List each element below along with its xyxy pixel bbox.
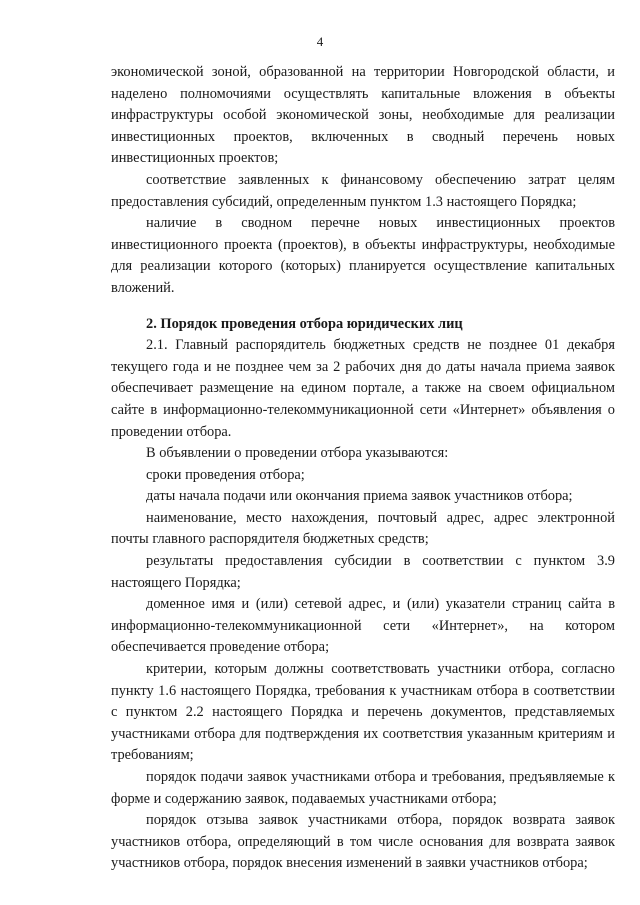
list-item-application-dates: даты начала подачи или окончания приема заявок участников отбора; — [146, 488, 573, 505]
list-item-application-procedure: порядок подачи заявок участниками отбора и требования, предъявляемые к форме и содержанию заявок, подаваемых участниками отбора; — [111, 769, 615, 807]
document-body — [111, 62, 615, 875]
paragraph-2-1: 2.1. Главный распорядитель бюджетных средств не позднее 01 декабря текущего года и не позднее чем за 2 рабочих дня до даты начала приема заявок обеспечивает размещение на едином портале, а также на своем официальном сайте в информационно-телекоммуникационной сети «Интернет» объявления о проведении отбора. — [111, 337, 615, 440]
page-number: 4 — [316, 34, 324, 49]
paragraph-cost-compliance: соответствие заявленных к финансовому обеспечению затрат целям предоставления субсидий, определенным пунктом 1.3 настоящего Порядка; — [111, 171, 615, 210]
list-item-selection-terms: сроки проведения отбора; — [146, 466, 305, 483]
list-item-criteria: критерии, которым должны соответствовать участники отбора, согласно пункту 1.6 настоящего Порядка, требования к участникам отбора в соответствии с пунктом 2.2 настоящего Порядка и перечень документов, представляемых участниками отбора для подтверждения их соответствия указанным критериям и требованиям; — [111, 661, 615, 764]
paragraph-economic-zone: экономической зоной, образованной на территории Новгородской области, и наделено полномочиями осуществлять капитальные вложения в объекты инфраструктуры особой экономической зоны, необходимые для реализации инвестиционных проектов, включенных в сводный перечень новых инвестиционных проектов; — [111, 64, 615, 167]
paragraph-project-inclusion: наличие в сводном перечне новых инвестиционных проектов инвестиционного проекта (проектов), в объекты инфраструктуры, необходимые для реализации которого (которых) планируется осуществление капитальных вложений. — [111, 215, 615, 296]
list-item-withdrawal-procedure: порядок отзыва заявок участниками отбора, порядок возврата заявок участников отбора, определяющий в том числе основания для возврата заявок участников отбора, порядок внесения изменений в заявки участников отбора; — [111, 812, 615, 872]
paragraph-announcement-contents: В объявлении о проведении отбора указываются: — [146, 445, 449, 462]
list-item-subsidy-results: результаты предоставления субсидии в соответствии с пунктом 3.9 настоящего Порядка; — [111, 553, 615, 591]
list-item-distributor-contacts: наименование, место нахождения, почтовый адрес, адрес электронной почты главного распорядителя бюджетных средств; — [111, 509, 615, 548]
section-heading: 2. Порядок проведения отбора юридических лиц — [146, 315, 463, 332]
list-item-website-address: доменное имя и (или) сетевой адрес, и (или) указатели страниц сайта в информационно-телекоммуникационной сети «Интернет», на котором обеспечивается проведение отбора; — [111, 596, 615, 656]
